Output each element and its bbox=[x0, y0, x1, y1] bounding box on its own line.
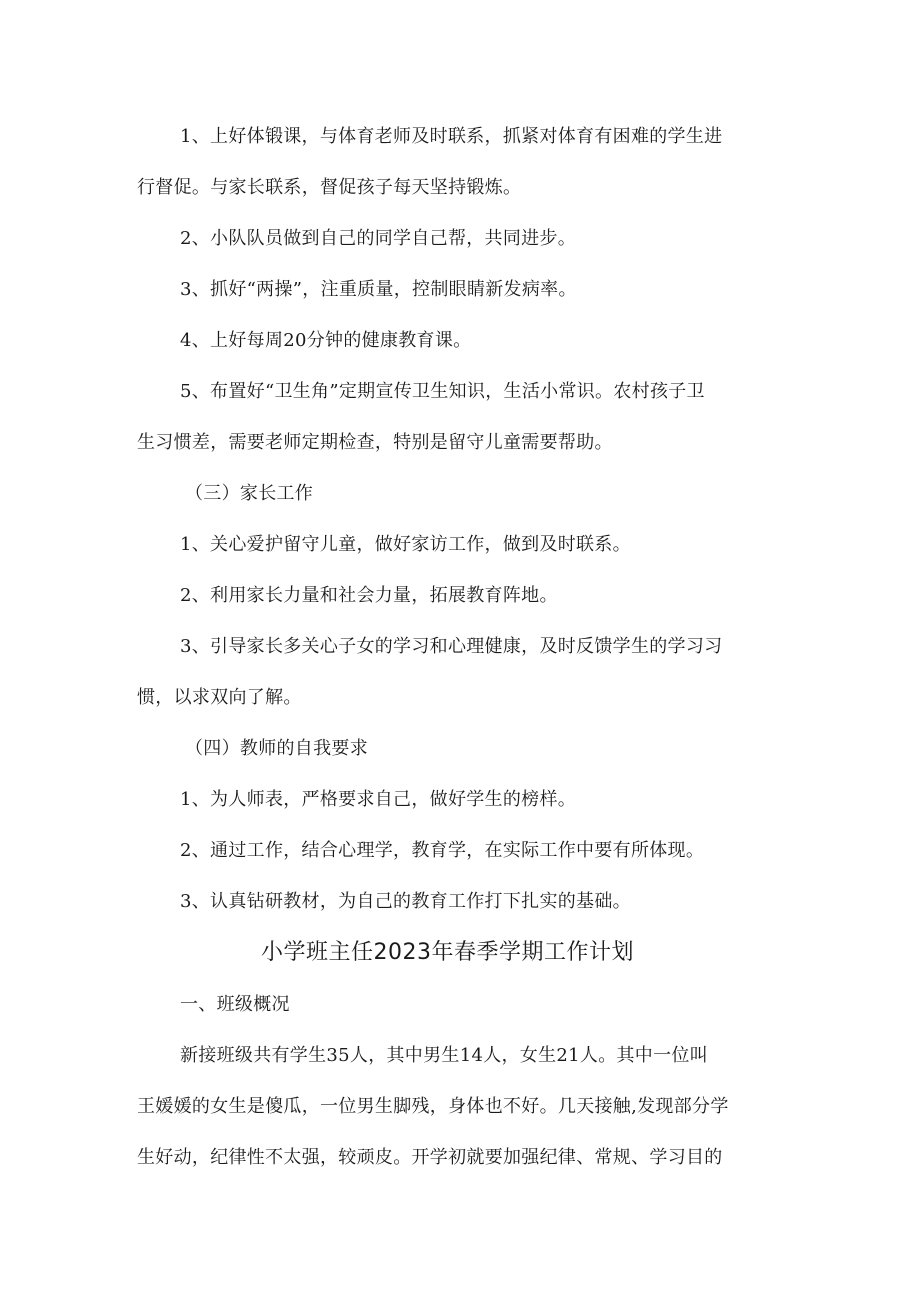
subsection-heading: （三）家长工作 bbox=[185, 483, 314, 504]
paragraph-line: 3、认真钻研教材，为自己的教育工作打下扎实的基础。 bbox=[180, 891, 631, 912]
paragraph-line: 3、引导家长多关心子女的学习和心理健康，及时反馈学生的学习习 bbox=[180, 636, 723, 657]
paragraph-line: 行督促。与家长联系，督促孩子每天坚持锻炼。 bbox=[137, 177, 522, 198]
paragraph-line: 生习惯差，需要老师定期检查，特别是留守儿童需要帮助。 bbox=[137, 432, 613, 453]
paragraph-line: 生好动，纪律性不太强，较顽皮。开学初就要加强纪律、常规、学习目的 bbox=[137, 1147, 723, 1168]
subsection-heading: （四）教师的自我要求 bbox=[185, 738, 368, 759]
paragraph-line: 1、为人师表，严格要求自己，做好学生的榜样。 bbox=[180, 789, 577, 810]
paragraph-line: 惯，以求双向了解。 bbox=[137, 687, 302, 708]
section-heading: 一、班级概况 bbox=[180, 994, 290, 1015]
paragraph-line: 1、上好体锻课，与体育老师及时联系，抓紧对体育有困难的学生进 bbox=[180, 126, 723, 147]
document-title: 小学班主任2023年春季学期工作计划 bbox=[261, 940, 634, 965]
paragraph-line: 新接班级共有学生35人，其中男生14人，女生21人。其中一位叫 bbox=[180, 1045, 709, 1066]
paragraph-line: 王媛媛的女生是傻瓜，一位男生脚残，身体也不好。几天接触,发现部分学 bbox=[137, 1096, 729, 1117]
paragraph-line: 1、关心爱护留守儿童，做好家访工作，做到及时联系。 bbox=[180, 534, 631, 555]
paragraph-line: 5、布置好“卫生角”定期宣传卫生知识，生活小常识。农村孩子卫 bbox=[180, 381, 705, 402]
paragraph-line: 4、上好每周20分钟的健康教育课。 bbox=[180, 330, 472, 351]
paragraph-line: 2、利用家长力量和社会力量，拓展教育阵地。 bbox=[180, 585, 558, 606]
paragraph-line: 2、小队队员做到自己的同学自己帮，共同进步。 bbox=[180, 228, 577, 249]
paragraph-line: 3、抓好“两操”，注重质量，控制眼睛新发病率。 bbox=[180, 279, 577, 300]
paragraph-line: 2、通过工作，结合心理学，教育学，在实际工作中要有所体现。 bbox=[180, 840, 705, 861]
